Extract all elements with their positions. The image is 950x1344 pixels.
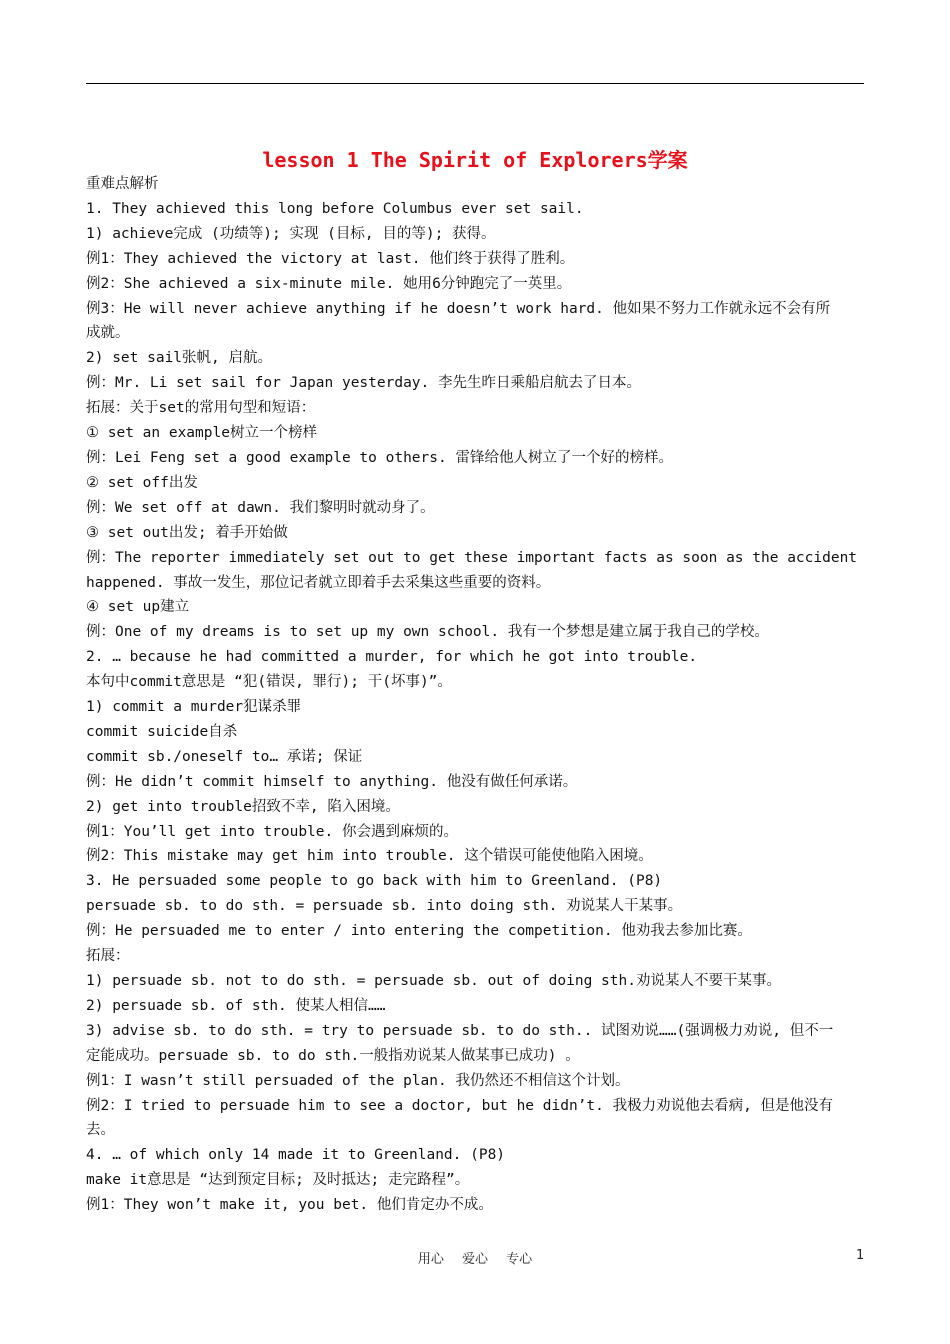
text-line: 例：He didn’t commit himself to anything. 他没有做任何承诺。 — [86, 773, 578, 790]
header-rule — [86, 83, 864, 84]
text-line: ④ set up建立 — [86, 599, 190, 616]
text-line: 本句中commit意思是 “犯(错误, 罪行); 干(坏事)”。 — [86, 674, 452, 691]
text-line: 1. They achieved this long before Columbus ever set sail. — [86, 200, 584, 217]
text-line: make it意思是 “达到预定目标; 及时抵达; 走完路程”。 — [86, 1172, 470, 1189]
text-line: 例：He persuaded me to enter / into entering the competition. 他劝我去参加比赛。 — [86, 923, 752, 940]
text-line: 重难点解析 — [86, 176, 159, 192]
text-line: 例：Lei Feng set a good example to others. 雷锋给他人树立了一个好的榜样。 — [86, 449, 673, 466]
document-body — [86, 172, 866, 1218]
text-line: 2) get into trouble招致不幸, 陷入困境。 — [86, 798, 400, 815]
text-line: 3) advise sb. to do sth. = try to persuade sb. to do sth.. 试图劝说……(强调极力劝说, 但不一 — [86, 1022, 834, 1039]
text-line: ③ set out出发; 着手开始做 — [86, 524, 288, 541]
page-number: 1 — [856, 1248, 865, 1263]
text-line: 例2：I tried to persuade him to see a doctor, but he didn’t. 我极力劝说他去看病, 但是他没有 — [86, 1097, 834, 1114]
text-line: commit suicide自杀 — [86, 723, 238, 740]
text-line: 3. He persuaded some people to go back with him to Greenland. (P8) — [86, 873, 663, 890]
text-line: 去。 — [86, 1122, 115, 1139]
text-line: 例：We set off at dawn. 我们黎明时就动身了。 — [86, 499, 435, 516]
text-line: 例：The reporter immediately set out to get these important facts as soon as the accident — [86, 549, 858, 566]
footer-motto: 用心 爱心 专心 — [417, 1252, 533, 1267]
text-line: 2) persuade sb. of sth. 使某人相信…… — [86, 997, 386, 1014]
text-line: ① set an example树立一个榜样 — [86, 425, 317, 442]
page-title: lesson 1 The Spirit of Explorers学案 — [262, 148, 688, 172]
text-line: 拓展：关于set的常用句型和短语： — [86, 400, 316, 417]
text-line: 例：Mr. Li set sail for Japan yesterday. 李先生昨日乘船启航去了日本。 — [86, 375, 641, 392]
text-line: happened. 事故一发生，那位记者就立即着手去采集这些重要的资料。 — [86, 574, 551, 591]
text-line: commit sb./oneself to… 承诺; 保证 — [86, 748, 363, 765]
text-line: 2. … because he had committed a murder, for which he got into trouble. — [86, 649, 698, 666]
text-line: 例3：He will never achieve anything if he doesn’t work hard. 他如果不努力工作就永远不会有所 — [86, 300, 831, 317]
text-line: 例1：I wasn’t still persuaded of the plan. 我仍然还不相信这个计划。 — [86, 1072, 630, 1089]
text-line: 定能成功。persuade sb. to do sth.一般指劝说某人做某事已成功) 。 — [86, 1047, 580, 1064]
text-line: 4. … of which only 14 made it to Greenland. (P8) — [86, 1147, 506, 1164]
text-line: 例：One of my dreams is to set up my own school. 我有一个梦想是建立属于我自己的学校。 — [86, 624, 769, 641]
text-line: 1) persuade sb. not to do sth. = persuade sb. out of doing sth.劝说某人不要干某事。 — [86, 973, 781, 989]
text-line: 例1：They won’t make it, you bet. 他们肯定办不成。 — [86, 1197, 493, 1214]
text-line: 例2：She achieved a six-minute mile. 她用6分钟跑完了一英里。 — [86, 275, 572, 292]
text-line: persuade sb. to do sth. = persuade sb. into doing sth. 劝说某人干某事。 — [86, 898, 683, 915]
text-line: 拓展： — [86, 948, 130, 965]
text-line: 例2：This mistake may get him into trouble. 这个错误可能使他陷入困境。 — [86, 848, 653, 865]
text-line: 例1：They achieved the victory at last. 他们终于获得了胜利。 — [86, 250, 575, 267]
text-line: 例1：You’ll get into trouble. 你会遇到麻烦的。 — [86, 823, 458, 840]
text-line: 2) set sail张帆, 启航。 — [86, 350, 272, 367]
text-line: 1) achieve完成 (功绩等); 实现 (目标, 目的等); 获得。 — [86, 225, 496, 242]
text-line: ② set off出发 — [86, 474, 198, 491]
text-line: 1) commit a murder犯谋杀罪 — [86, 699, 302, 716]
text-line: 成就。 — [86, 325, 130, 342]
